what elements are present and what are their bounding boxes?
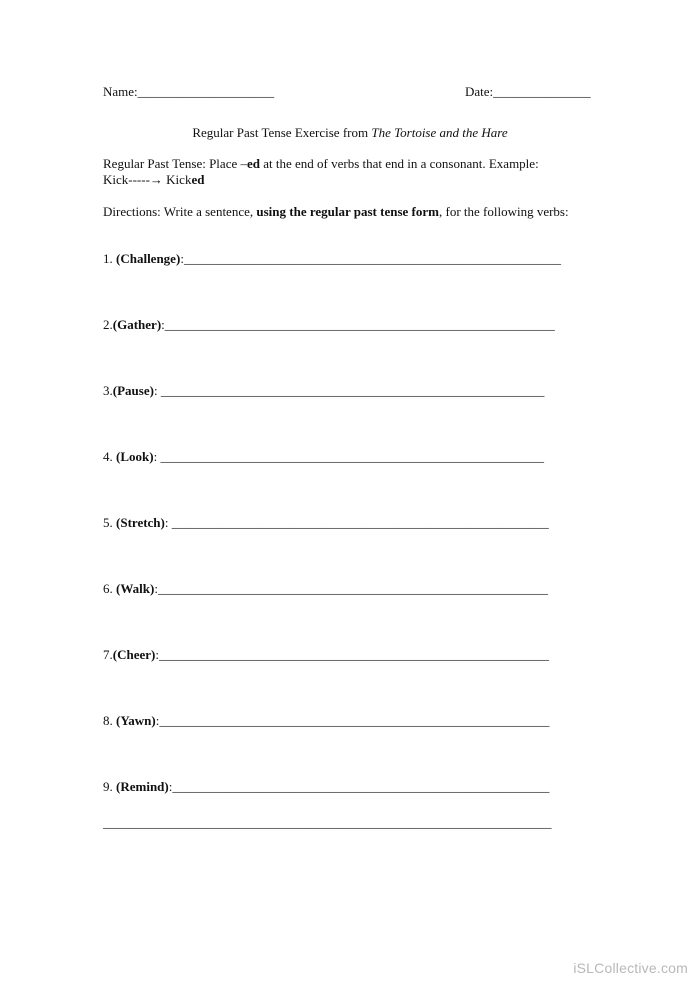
directions-before: Directions: Write a sentence, [103,204,257,219]
item-number: 8. [103,713,116,728]
title-prefix: Regular Past Tense Exercise from [192,125,372,140]
example-root: Kick [162,172,192,187]
answer-line[interactable]: ____________________________________________________________ [157,581,548,596]
rule-prefix: Regular Past Tense: Place – [103,156,247,171]
item-verb: (Gather) [112,317,162,332]
item-verb: (Yawn) [116,713,156,728]
rule-suffix: ed [246,156,260,171]
item-sep: : [155,647,159,662]
item-sep: : [155,713,160,728]
book-title: The Tortoise and the Hare [371,125,508,140]
exercise-item-6[interactable] [103,581,548,597]
item-sep: : [164,515,172,530]
exercise-item-1[interactable] [103,251,561,267]
item-number: 1. [103,251,116,266]
item-sep: : [154,581,158,596]
item-verb: (Challenge) [116,251,181,266]
directions-after: , for the following verbs: [438,204,569,219]
worksheet-title [0,125,700,141]
item-number: 3. [103,383,113,398]
name-blank: _____________________ [137,84,275,99]
item-sep: : [161,317,165,332]
exercise-item-9[interactable] [103,779,549,795]
directions-bold: using the regular past tense form [256,204,439,219]
item-number: 6. [103,581,116,596]
rule-example [103,172,204,188]
exercise-item-4[interactable] [103,449,544,465]
answer-line[interactable]: __________________________________________________________ [183,251,561,266]
site-watermark: iSLCollective.com [573,960,688,976]
extra-answer-line[interactable]: _____________________________________________________________________ [103,815,552,830]
date-label: Date: [465,84,494,99]
item-number: 2. [103,317,113,332]
item-verb: (Remind) [116,779,169,794]
item-sep: : [153,449,161,464]
directions [103,204,569,220]
answer-line[interactable]: ___________________________________________________________ [160,449,544,464]
item-verb: (Stretch) [116,515,165,530]
item-verb: (Cheer) [112,647,156,662]
answer-line[interactable]: ___________________________________________________________ [160,383,545,398]
item-number: 4. [103,449,116,464]
item-verb: (Walk) [116,581,155,596]
date-blank: _______________ [493,84,591,99]
answer-line[interactable]: __________________________________________________________ [172,779,550,794]
example-base: Kick----- [103,172,150,187]
answer-line[interactable]: __________________________________________________________ [171,515,549,530]
exercise-item-2[interactable] [103,317,555,333]
item-sep: : [168,779,173,794]
date-field [465,84,591,100]
item-verb: (Pause) [112,383,154,398]
answer-line[interactable]: ____________________________________________________________ [164,317,555,332]
name-field [103,84,274,100]
exercise-item-8[interactable] [103,713,549,729]
item-sep: : [180,251,184,266]
rule-after: at the end of verbs that end in a consonant. Example: [259,156,539,171]
arrow-icon: → [149,172,163,187]
item-number: 7. [103,647,113,662]
item-sep: : [153,383,161,398]
answer-line[interactable]: ____________________________________________________________ [159,713,550,728]
exercise-item-3[interactable] [103,383,544,399]
name-label: Name: [103,84,138,99]
rule-line-1 [103,156,539,172]
exercise-item-7[interactable] [103,647,549,663]
example-suffix: ed [191,172,205,187]
item-verb: (Look) [116,449,154,464]
exercise-item-5[interactable] [103,515,549,531]
item-number: 9. [103,779,116,794]
item-number: 5. [103,515,116,530]
answer-line[interactable]: ____________________________________________________________ [159,647,549,662]
